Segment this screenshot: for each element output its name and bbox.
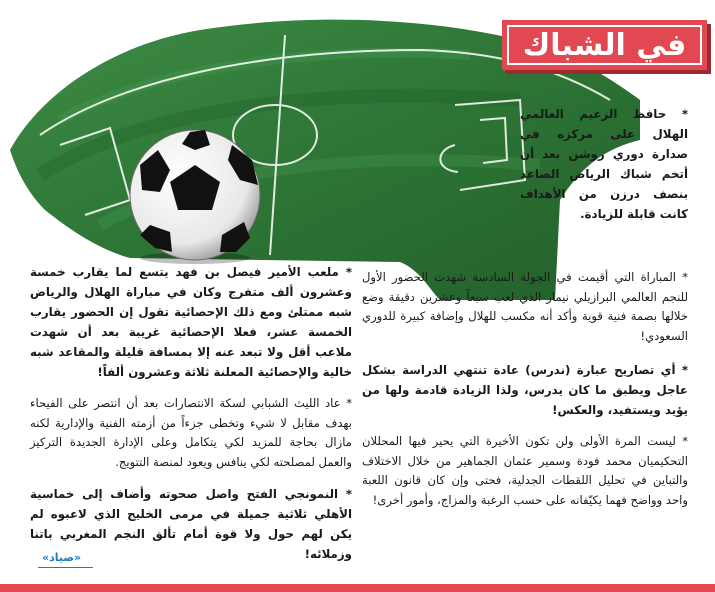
paragraph-fateh-win: * النمونجي الفتح واصل صحوته وأضاف إلى خماسية الأهلي ثلاثية جميلة في مرمى الخليج الذي لاعبوه لم يكن لهم حول ولا قوة أمام تألق النجم المغربي باتنا وزملائه! <box>30 487 352 561</box>
section-title: في الشباك <box>522 27 687 63</box>
paragraph-shabab-victory: * عاد الليث الشبابي لسكة الانتصارات بعد أن انتصر على الفيحاء بهدف مقابل لا شيء وتخطى جزءاً من أزمته الفنية والإدارية لكنه مازال بحاجة للمزيد لكي يتكامل وعلى الإدارة الجديدة التركيز والعمل لمصلحته لكي ينافس ويعود لمنصة التتويج. <box>30 396 352 469</box>
right-column <box>520 104 688 224</box>
paragraph-stadium-attendance: * ملعب الأمير فيصل بن فهد يتسع لما يقارب خمسة وعشرون ألف متفرج وكان في مباراة الهلال والرياض شبه ممتلئ ومع ذلك الإحصائية تقول إن الحضور يقارب الخمسة عشر، فعلا الإحصائية غريبة بعد أن شهدت ملاعب أقل ولا تبعد عنه إلا بمسافة قليلة والمقاعد شبه خالية والإحصائية المعلنة ثلاثة وعشرون ألفاً! <box>30 265 352 379</box>
author-signature: «صياد» <box>42 551 82 564</box>
paragraph-hilal-lead: * حافظ الزعيم العالمي الهلال على مركزه في صدارة دوري روشن بعد أن أتخم شباك الرياض الصاعد بنصف درزن من الأهداف كانت قابلة للزيادة. <box>520 107 688 221</box>
paragraph-neymar-debut: * المباراة التي أقيمت في الجولة السادسة شهدت الحضور الأول للنجم العالمي البرازيلي نيمار الذي لعب سبعاً وعشرين دقيقة وضع خلالها بصمة فنية قوية وأكد أنه مكسب للهلال وإضافة كبيرة للدوري السعودي! <box>362 270 688 343</box>
signature-underline <box>38 567 93 568</box>
soccer-ball-icon <box>130 130 260 260</box>
paragraph-study-statements: * أي تصاريح عبارة (ندرس) عادة تنتهي الدراسة بشكل عاجل ويطبق ما كان يدرس، ولذا الزيادة قادمة ولها من يؤيد ويستفيد، والعكس! <box>362 363 688 417</box>
footer-accent-bar <box>0 584 715 592</box>
section-title-banner <box>502 20 707 70</box>
left-column <box>30 262 352 564</box>
right-column-lower <box>362 268 688 510</box>
paragraph-referee-analysts: * ليست المرة الأولى ولن تكون الأخيرة التي يحير فيها المحللان التحكيميان محمد فودة وسمير عثمان الجماهير من خلال الاختلاف والتباين في تحليل اللقطات الجدلية، فحتى وإن كان قانون اللعبة واحد وواضح فهما يكيّفانه على حسب الرغبة والمزاج، وأمور أخرى! <box>362 434 688 507</box>
